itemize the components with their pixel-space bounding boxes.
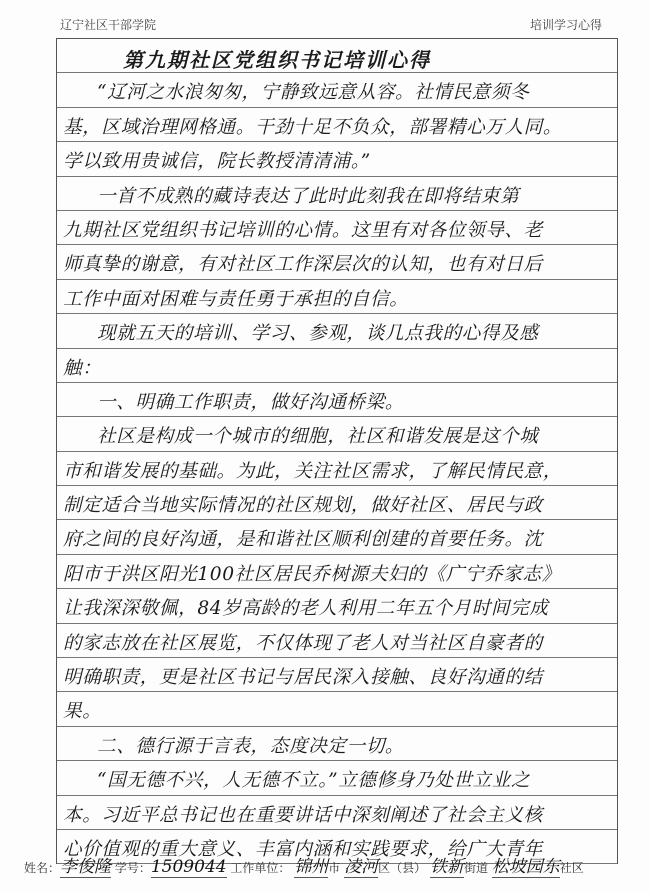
essay-line: 阳市于洪区阳光100社区居民乔树源夫妇的《广宁乔家志》 bbox=[57, 555, 617, 589]
institution-header: 辽宁社区干部学院 bbox=[60, 18, 157, 32]
work-unit-label: 工作单位： bbox=[230, 861, 291, 875]
essay-line: 心价值观的重大意义、丰富内涵和实践要求，给广大青年 bbox=[57, 830, 617, 864]
essay-line: 社区是构成一个城市的细胞，社区和谐发展是这个城 bbox=[57, 417, 617, 451]
essay-line: 的家志放在社区展览，不仅体现了老人对当社区自豪者的 bbox=[57, 624, 617, 658]
name-value: 李俊隆 bbox=[60, 852, 111, 878]
student-id-value: 1509044 bbox=[150, 857, 227, 877]
essay-line: 师真挚的谢意，有对社区工作深层次的认知，也有对日后 bbox=[57, 245, 617, 279]
essay-line: 府之间的良好沟通，是和谐社区顺利创建的首要任务。沈 bbox=[57, 520, 617, 554]
essay-line: 本。习近平总书记也在重要讲话中深刻阐述了社会主义核 bbox=[57, 796, 617, 830]
essay-line: 基，区域治理网格通。干劲十足不负众，部署精心万人同。 bbox=[57, 108, 617, 142]
city-value: 锦州 bbox=[294, 852, 328, 878]
essay-line: 市和谐发展的基础。为此，关注社区需求，了解民情民意， bbox=[57, 452, 617, 486]
essay-line: 让我深深敬佩，84岁高龄的老人利用二年五个月时间完成 bbox=[57, 589, 617, 623]
document-type-header: 培训学习心得 bbox=[529, 18, 602, 32]
essay-line: 学以致用贵诚信，院长教授清清浦。” bbox=[57, 142, 617, 176]
section-heading: 一、明确工作职责，做好沟通桥梁。 bbox=[57, 383, 617, 417]
street-label: 街道 bbox=[463, 861, 488, 875]
author-info-footer bbox=[24, 852, 634, 878]
essay-line: 工作中面对困难与责任勇于承担的自信。 bbox=[57, 280, 617, 314]
essay-line: 明确职责，更是社区书记与居民深入接触、良好沟通的结 bbox=[57, 658, 617, 692]
essay-line: 触： bbox=[57, 349, 617, 383]
district-label: 区（县） bbox=[378, 861, 427, 875]
essay-line: 制定适合当地实际情况的社区规划，做好社区、居民与政 bbox=[57, 486, 617, 520]
essay-line: “国无德不兴，人无德不立。”立德修身乃处世立业之 bbox=[57, 761, 617, 795]
essay-line: 果。 bbox=[57, 692, 617, 726]
essay-line: 九期社区党组织书记培训的心情。这里有对各位领导、老 bbox=[57, 211, 617, 245]
essay-line: 现就五天的培训、学习、参观，谈几点我的心得及感 bbox=[57, 314, 617, 348]
district-value: 凌河 bbox=[344, 852, 378, 878]
essay-title: 第九期社区党组织书记培训心得 bbox=[57, 39, 617, 73]
essay-line: “辽河之水浪匆匆，宁静致远意从容。社情民意须冬 bbox=[57, 73, 617, 107]
section-heading: 二、德行源于言表，态度决定一切。 bbox=[57, 727, 617, 761]
city-label: 市 bbox=[328, 861, 341, 875]
community-label: 社区 bbox=[559, 861, 584, 875]
essay-line: 一首不成熟的藏诗表达了此时此刻我在即将结束第 bbox=[57, 177, 617, 211]
name-label: 姓名： bbox=[24, 861, 61, 875]
ruled-writing-grid bbox=[56, 38, 618, 864]
street-value: 铁新 bbox=[430, 852, 464, 878]
student-id-label: 学号： bbox=[114, 861, 151, 875]
community-value: 松坡园东 bbox=[492, 852, 560, 878]
